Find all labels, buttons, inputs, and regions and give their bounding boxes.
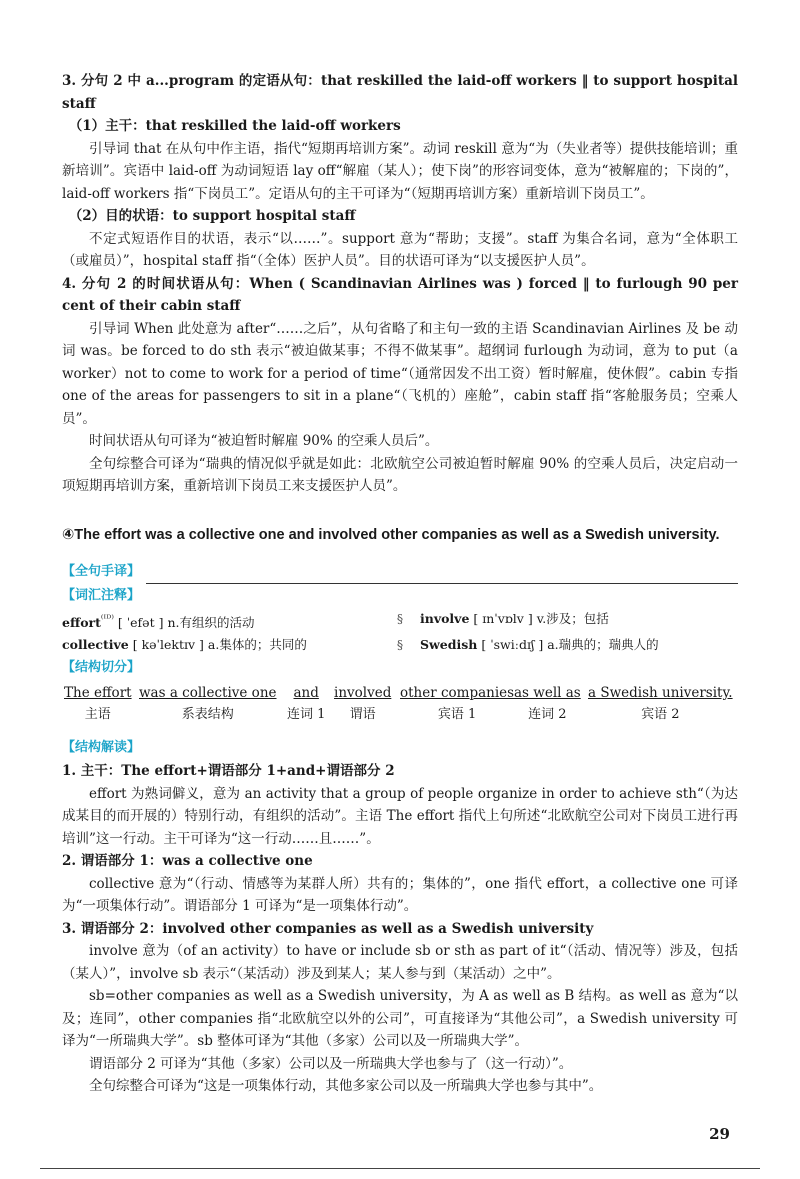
heading-4: 4. 分句 2 的时间状语从句：When ( Scandinavian Airlines was ) forced ‖ to furlough 90 per cent of their cabin staff	[62, 275, 738, 314]
vocab-item	[420, 608, 738, 634]
chunk-object-2: a Swedish university. 宾语 2	[588, 685, 733, 723]
page-content	[62, 70, 738, 1098]
vocab-def: a.瑞典的；瑞典人的	[547, 637, 659, 653]
vocab-separator: §	[396, 637, 404, 653]
analysis-paragraph-1: effort 为熟词僻义，意为 an activity that a group of people organize in order to achieve sth“（为达成某目的而开展的）特别行动，有组织的活动”。主语 The effort 指代上句所述“北欧航空公司对下岗员工进行再培训”这一行动。主干可译为“这一行动……且……”。	[62, 785, 738, 847]
vocab-item	[62, 608, 380, 634]
tag-translate: 【全句手译】	[62, 564, 141, 579]
chunk-linking-verb: was a collective one 系表结构	[139, 685, 277, 723]
vocab-word: involve	[420, 611, 470, 626]
vocab-ipa: [ kəˈlektɪv ]	[132, 637, 204, 653]
analysis-heading-3: 3. 谓语部分 2：involved other companies as well as a Swedish university	[62, 920, 594, 937]
analysis-paragraph-2: collective 意为“（行动、情感等为某群人所）共有的；集体的”，one 指代 effort，a collective one 可译为“一项集体行动”。谓语部分 1 可译为“是一项集体行动”。	[62, 875, 738, 915]
vocab-sup: ⁽ᴵᴰ⁾	[100, 613, 114, 625]
vocab-item	[62, 634, 380, 656]
analysis-final: 全句综整合可译为“这是一项集体行动，其他多家公司以及一所瑞典大学也参与其中”。	[89, 1078, 603, 1095]
sentence-4: ④The effort was a collective one and involved other companies as well as a Swedish university.	[62, 526, 720, 543]
vocab-item	[420, 634, 738, 656]
vocab-word: Swedish	[420, 637, 478, 653]
analysis-paragraph-3c: 谓语部分 2 可译为“其他（多家）公司以及一所瑞典大学也参与了（这一行动）”。	[89, 1055, 573, 1072]
subheading-purpose: （2）目的状语：to support hospital staff	[68, 208, 356, 224]
vocab-grid	[62, 608, 738, 656]
vocab-word: collective	[62, 637, 129, 653]
paragraph-purpose: 不定式短语作目的状语，表示“以……”。support 意为“帮助；支援”。staff 为集合名词，意为“全体职工（或雇员）”，hospital staff 指“（全体）医护人员”。目的状语可译为“以支援医护人员”。	[62, 230, 738, 269]
tag-structure: 【结构切分】	[62, 660, 141, 676]
vocab-def: v.涉及；包括	[536, 611, 609, 626]
footer-rule	[40, 1168, 760, 1169]
vocab-def: n.有组织的活动	[167, 615, 255, 631]
structure-chunks	[62, 680, 738, 736]
subheading-main-clause: （1）主干：that reskilled the laid-off workers	[68, 118, 401, 134]
analysis-paragraph-3a: involve 意为（of an activity）to have or include sb or sth as part of it“（活动、情况等）涉及，包括（某人）”，involve sb 表示“（某活动）涉及到某人；某人参与到（某活动）之中”。	[62, 943, 738, 982]
translation-line	[62, 560, 738, 584]
vocab-ipa: [ ɪnˈvɒlv ]	[473, 611, 533, 626]
analysis-heading-1: 1. 主干：The effort+谓语部分 1+and+谓语部分 2	[62, 763, 395, 780]
vocab-def: a.集体的；共同的	[207, 637, 307, 653]
analysis-heading-2: 2. 谓语部分 1：was a collective one	[62, 853, 313, 870]
paragraph-summary: 全句综整合可译为“瑞典的情况似乎就是如此：北欧航空公司被迫暂时解雇 90% 的空乘人员后，决定启动一项短期再培训方案，重新培训下岗员工来支援医护人员”。	[62, 455, 738, 494]
paragraph-time-translation: 时间状语从句可译为“被迫暂时解雇 90% 的空乘人员后”。	[89, 433, 439, 449]
paragraph-main-clause: 引导词 that 在从句中作主语，指代“短期再培训方案”。动词 reskill 意为“为（失业者等）提供技能培训；重新培训”。宾语中 laid-off 为动词短语 lay off“解雇（某人）；使下岗”的形容词变体，意为“被解雇的；下岗的”，laid-off workers 指“下岗员工”。定语从句的主干可译为“（短期再培训方案）重新培训下岗员工”。	[62, 140, 738, 202]
analysis-paragraph-3b: sb=other companies as well as a Swedish university，为 A as well as B 结构。as well as 意为“以及；连同”，other companies 指“北欧航空以外的公司”，可直接译为“其他公司”，a Swedish university 可译为“一所瑞典大学”。sb 整体可译为“其他（多家）公司以及一所瑞典大学”。	[62, 988, 738, 1050]
chunk-object-1: other companies 宾语 1	[400, 685, 515, 723]
vocab-word: effort	[62, 615, 101, 631]
chunk-predicate: involved 谓语	[334, 685, 392, 723]
chunk-conjunction-1: and 连词 1	[287, 685, 326, 723]
chunk-conjunction-2: as well as 连词 2	[514, 685, 581, 723]
translation-blank[interactable]	[146, 569, 738, 584]
vocab-ipa: [ ˈefət ]	[117, 615, 164, 631]
tag-vocab: 【词汇注释】	[62, 588, 141, 603]
vocab-separator: §	[396, 611, 404, 626]
chunk-subject: The effort 主语	[64, 685, 132, 723]
vocab-ipa: [ ˈswiːdɪʃ ]	[481, 637, 544, 653]
heading-3: 3. 分句 2 中 a...program 的定语从句：that reskilled the laid-off workers ‖ to support hospital staff	[62, 73, 738, 112]
page-number: 29	[709, 1125, 730, 1143]
paragraph-time-clause: 引导词 When 此处意为 after“……之后”，从句省略了和主句一致的主语 Scandinavian Airlines 及 be 动词 was。be forced to do sth 表示“被迫做某事；不得不做某事”。超纲词 furlough 为动词，意为 to put（a worker）not to come to work for a period of time“（通常因发不出工资）暂时解雇，使休假”。cabin 专指 one of the areas for passengers to sit in a plane“（飞机的）座舱”，cabin staff 指“客舱服务员；空乘人员”。	[62, 320, 738, 427]
tag-analysis: 【结构解读】	[62, 740, 141, 756]
